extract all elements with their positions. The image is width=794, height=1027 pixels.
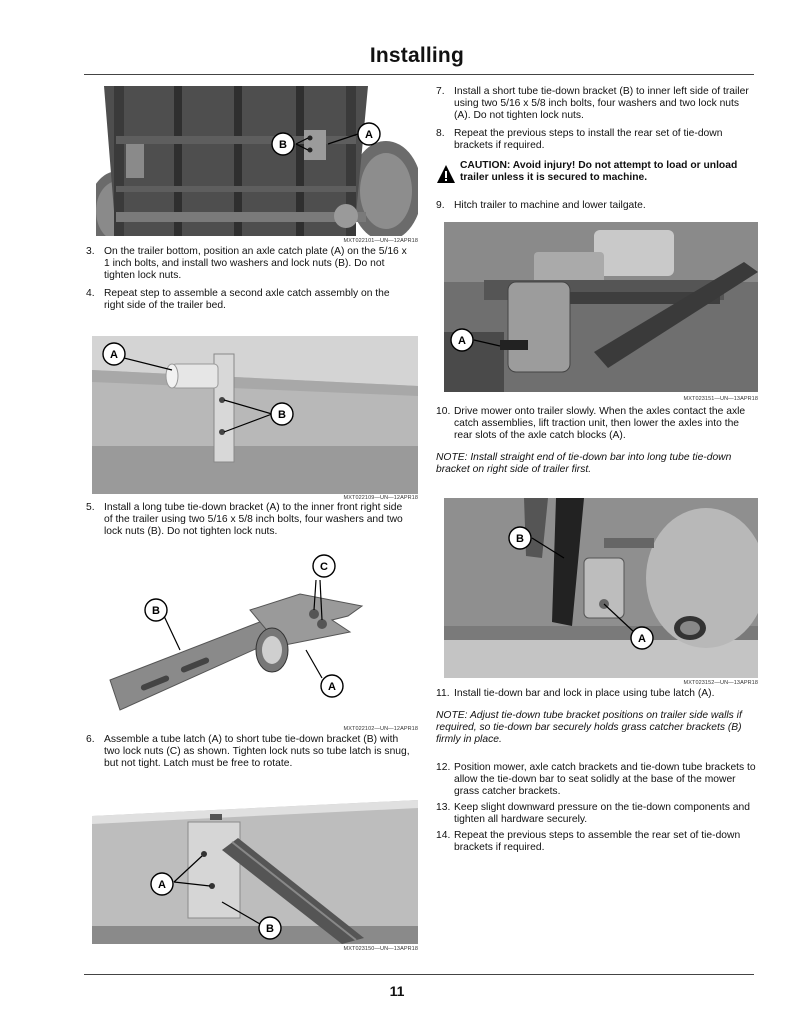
fig5-label-a: A xyxy=(458,335,466,347)
fig4-label-b: B xyxy=(266,923,274,935)
figure-caption: MXT022109—UN—12APR18 xyxy=(343,495,418,501)
fig1-label-b: B xyxy=(279,139,287,151)
figure-caption: MXT023152—UN—13APR18 xyxy=(683,680,758,686)
fig4-label-a: A xyxy=(158,879,166,891)
figure-caption: MXT022101—UN—12APR18 xyxy=(343,238,418,244)
fig3-label-b: B xyxy=(152,605,160,617)
fig3-label-a: A xyxy=(328,681,336,693)
figure-caption: MXT023150—UN—13APR18 xyxy=(343,946,418,952)
step-9: 9. Hitch trailer to machine and lower tailgate. xyxy=(436,200,646,211)
step-6: 6. Assemble a tube latch (A) to short tube tie-down bracket (B) with two lock nuts (C) as shown. Tighten lock nuts so tube latch is snug, but not tight. Latch must be free to rotate. xyxy=(86,734,410,770)
figure-caption: MXT022102—UN—12APR18 xyxy=(343,726,418,732)
fig6-label-b: B xyxy=(516,533,524,545)
header-rule xyxy=(84,74,754,75)
page-number: 11 xyxy=(389,983,405,999)
fig1-label-a: A xyxy=(365,129,373,141)
note-1: NOTE: Install straight end of tie-down bar into long tube tie-down bracket on right side of trailer first. xyxy=(436,452,732,476)
warning-triangle-icon xyxy=(436,164,456,184)
fig6-label-a: A xyxy=(638,633,646,645)
page-title: Installing xyxy=(369,44,464,67)
figure-tube-latch-assembly xyxy=(100,550,418,722)
step-3: 3. On the trailer bottom, position an axle catch plate (A) on the 5/16 x 1 inch bolts, and install two washers and lock nuts (B). Do not tighten lock nuts. xyxy=(86,246,407,282)
fig2-label-b: B xyxy=(278,409,286,421)
step-8: 8. Repeat the previous steps to install the rear set of tie-down brackets if required. xyxy=(436,128,723,152)
figure-short-tube-bracket xyxy=(92,790,418,944)
figure-tie-down-bar-latch xyxy=(444,498,758,678)
caution-text: CAUTION: Avoid injury! Do not attempt to load or unload trailer unless it is secured to machine. xyxy=(460,160,738,184)
step-12: 12. Position mower, axle catch brackets and tie-down tube brackets to allow the tie-down bar to seat solidly at the base of the mower grass catcher brackets. xyxy=(436,762,756,798)
fig2-label-a: A xyxy=(110,349,118,361)
step-7: 7. Install a short tube tie-down bracket (B) to inner left side of trailer using two 5/16 x 5/8 inch bolts, four washers and two lock nuts (A). Do not tighten lock nuts. xyxy=(436,86,749,122)
step-10: 10. Drive mower onto trailer slowly. When the axles contact the axle catch assemblies, lift traction unit, then lower the axles into the rear slots of the axle catch blocks (A). xyxy=(436,406,746,442)
figure-axle-catch-block xyxy=(444,222,758,392)
figure-caption: MXT023151—UN—13APR18 xyxy=(683,396,758,402)
note-2: NOTE: Adjust tie-down tube bracket positions on trailer side walls if required, so tie-down bar securely holds grass catcher brackets (B) firmly in place. xyxy=(436,710,742,746)
fig3-label-c: C xyxy=(320,561,328,573)
step-5: 5. Install a long tube tie-down bracket (A) to the inner front right side of the trailer using two 5/16 x 5/8 inch bolts, four washers and two lock nuts (B). Do not tighten lock nuts. xyxy=(86,502,403,538)
step-13: 13. Keep slight downward pressure on the tie-down components and tighten all hardware securely. xyxy=(436,802,750,826)
step-14: 14. Repeat the previous steps to assemble the rear set of tie-down brackets if required. xyxy=(436,830,741,854)
caution-block xyxy=(436,160,760,190)
step-4: 4. Repeat step to assemble a second axle catch assembly on the right side of the trailer bed. xyxy=(86,288,390,312)
figure-axle-catch-plate xyxy=(96,86,418,236)
footer-rule xyxy=(84,974,754,975)
figure-long-tube-bracket xyxy=(92,336,418,494)
step-11: 11. Install tie-down bar and lock in place using tube latch (A). xyxy=(436,688,715,699)
